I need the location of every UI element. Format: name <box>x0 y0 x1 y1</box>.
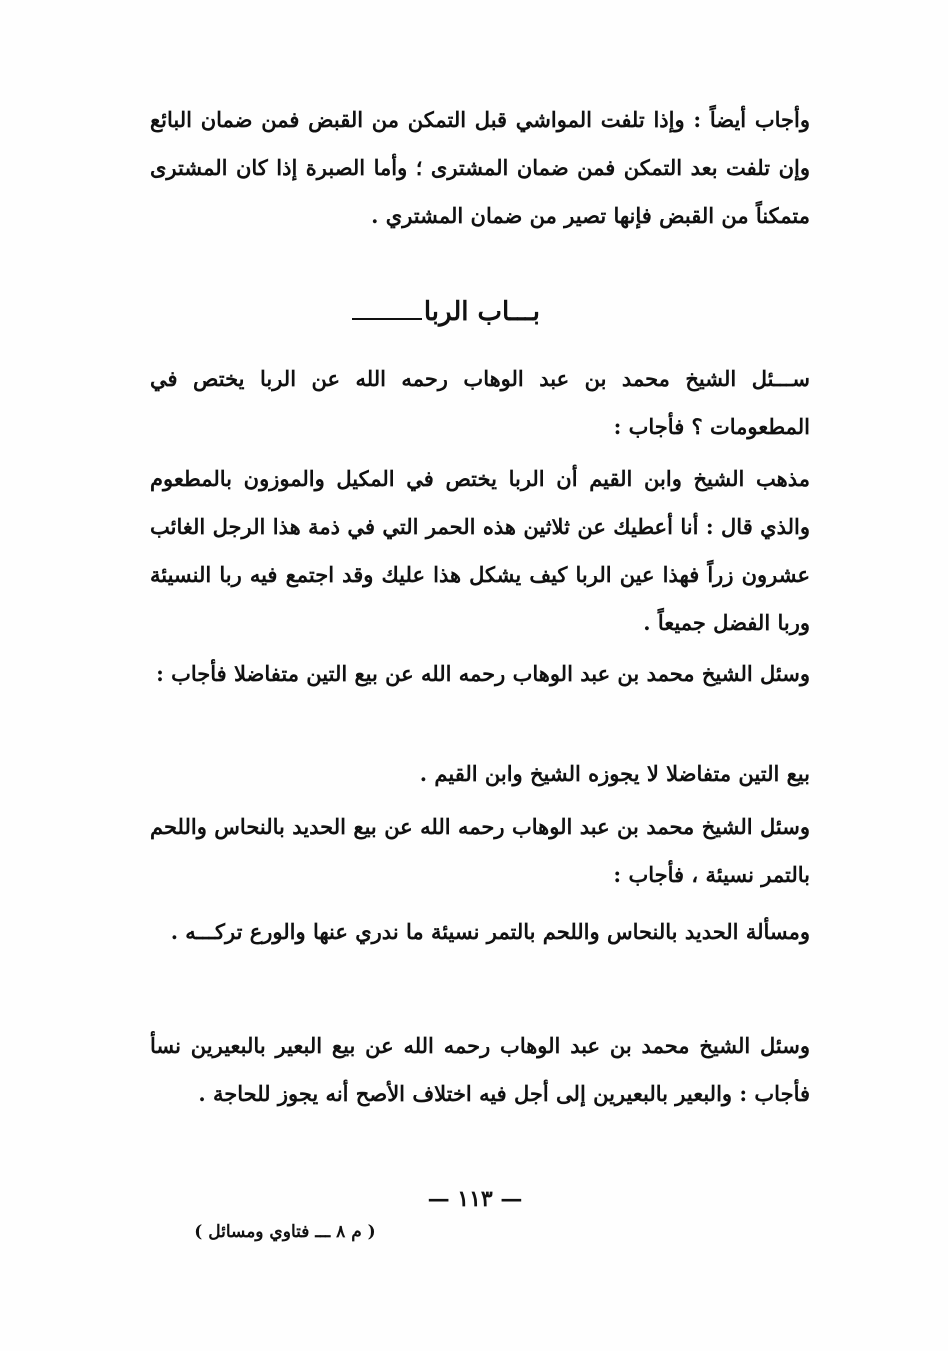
page-number: — ١١٣ — <box>427 1186 523 1212</box>
section-heading: بـــاب الربا <box>423 297 540 327</box>
footer-note: ( م ٨ ـــ فتاوي ومسائل ) <box>194 1222 376 1242</box>
paragraph-riba-question: ســـئل الشيخ محمد بن عبد الوهاب رحمه الله عن الربا يختص في المطعومات ؟ فأجاب : <box>150 366 810 439</box>
heading-underline <box>352 318 422 320</box>
paragraph-camel-question: وسئل الشيخ محمد بن عبد الوهاب رحمه الله عن بيع البعير بالبعيرين نسأ فأجاب : والبعير بالبعيرين إلى أجل فيه اختلاف الأصح أنه يجوز للحاجة . <box>150 1033 810 1106</box>
paragraph-fig-answer: بيع التين متفاضلا لا يجوزه الشيخ وابن القيم . <box>419 761 810 786</box>
paragraph-fig-question: وسئل الشيخ محمد بن عبد الوهاب رحمه الله عن بيع التين متفاضلا فأجاب : <box>156 661 810 686</box>
paragraph-riba-answer: مذهب الشيخ وابن القيم أن الربا يختص في المكيل والموزون بالمطعوم والذي قال : أنا أعطيك عن ثلاثين هذه الحمر التي في ذمة هذا الرجل الغائب عشرون زراً فهذا عين الربا كيف يشكل هذا عليك وقد اجتمع فيه ربا النسيئة وربا الفضل جميعاً . <box>150 466 810 635</box>
paragraph-cattle-liability: وأجاب أيضاً : وإذا تلفت المواشي قبل التمكن من القبض فمن ضمان البائع وإن تلفت بعد التمكن فمن ضمان المشترى ؛ وأما الصبرة إذا كان المشترى متمكناً من القبض فإنها تصير من ضمان المشتري . <box>150 107 810 228</box>
paragraph-iron-answer: ومسألة الحديد بالنحاس واللحم بالتمر نسيئة ما ندري عنها والورع تركـــه . <box>170 919 810 944</box>
paragraph-iron-question: وسئل الشيخ محمد بن عبد الوهاب رحمه الله عن بيع الحديد بالنحاس واللحم بالتمر نسيئة ، فأجاب : <box>150 814 810 887</box>
